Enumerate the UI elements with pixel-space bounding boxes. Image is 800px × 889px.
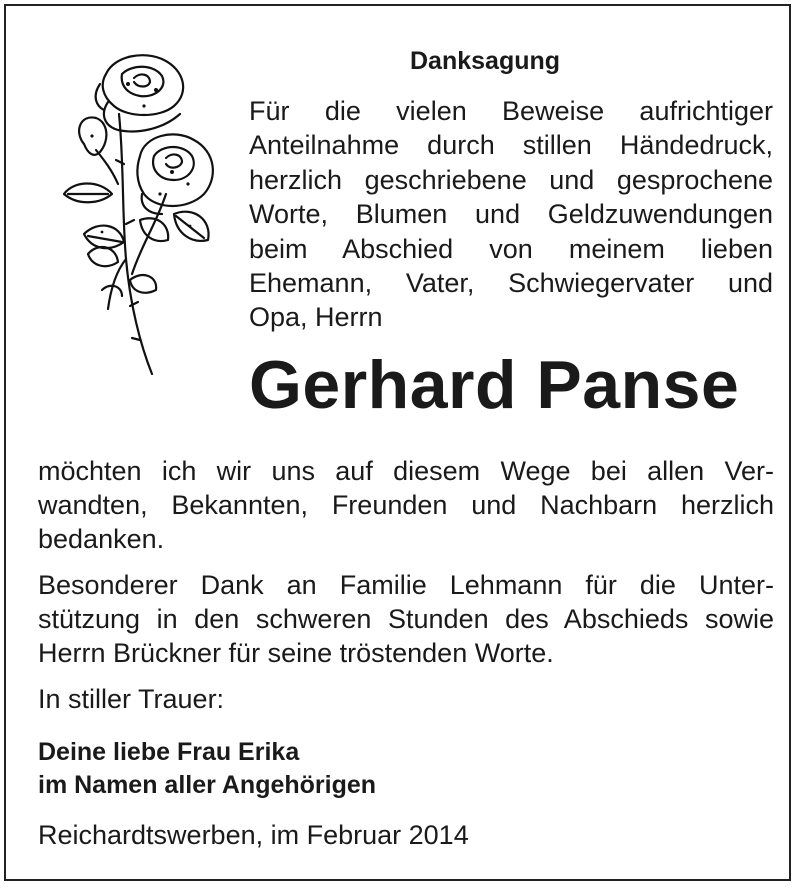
intro-line: Für die vielen Beweise aufrichtiger <box>249 96 773 126</box>
thanks-line: wandten, Bekannten, Freunden und Nachbarn herzlich <box>38 490 774 520</box>
thanks-line: bedanken. <box>38 524 165 554</box>
place-date: Reichardtswerben, im Februar 2014 <box>38 820 469 850</box>
intro-line: beim Abschied von meinem lieben <box>249 233 773 264</box>
thanks-paragraph <box>38 454 774 556</box>
intro-paragraph <box>249 94 773 335</box>
notice-heading: Danksagung <box>410 47 561 75</box>
intro-line: Anteilnahme durch stillen Händedruck, <box>249 130 773 161</box>
special-thanks-line: Herrn Brückner für seine tröstenden Worte. <box>38 638 554 668</box>
signature-line: Deine liebe Frau Erika <box>38 738 300 766</box>
special-thanks-line: Besonderer Dank an Familie Lehmann für die Unter- <box>38 570 774 600</box>
intro-line: Opa, Herrn <box>249 302 383 333</box>
special-thanks-line: stützung in den schweren Stunden des Abschieds sowie <box>38 604 774 634</box>
obituary-notice <box>4 4 791 881</box>
intro-line: Worte, Blumen und Geldzuwendungen <box>249 199 773 230</box>
rose-illustration-icon <box>44 44 222 380</box>
special-thanks-paragraph <box>38 568 774 670</box>
thanks-line: möchten ich wir uns auf diesem Wege bei allen Ver- <box>38 456 774 486</box>
signature <box>38 736 376 802</box>
signature-line: im Namen aller Angehörigen <box>38 771 377 799</box>
deceased-name: Gerhard Panse <box>249 347 740 423</box>
intro-line: Ehemann, Vater, Schwiegervater und <box>249 268 773 299</box>
mourning-label: In stiller Trauer: <box>38 684 225 714</box>
intro-line: herzlich geschriebene und gesprochene <box>249 164 773 195</box>
